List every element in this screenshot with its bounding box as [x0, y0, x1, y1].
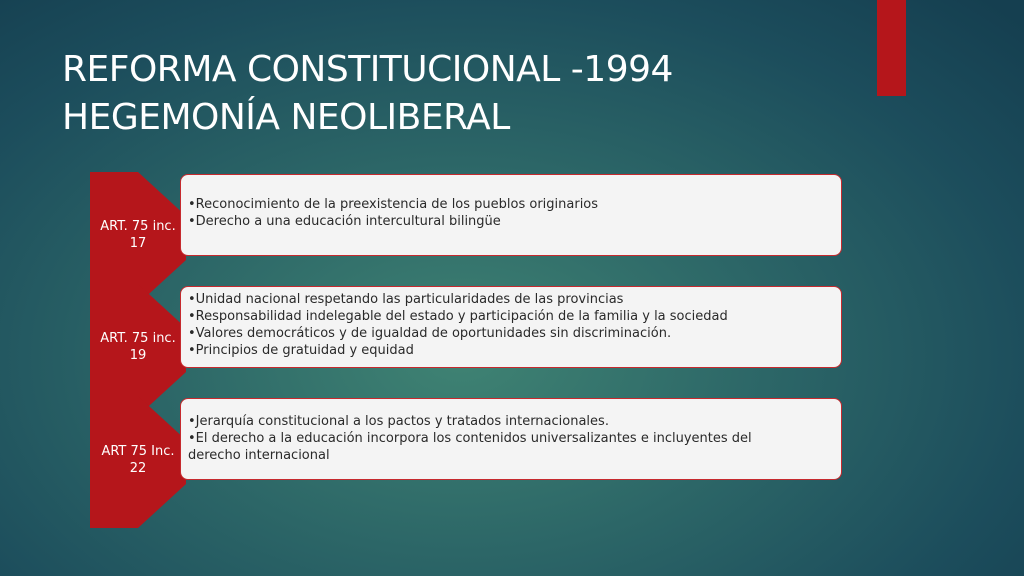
article-label-line-2: 17	[129, 236, 147, 251]
article-label-line-1: ART 75 Inc.	[101, 444, 175, 459]
article-items	[188, 291, 828, 359]
list-item: derecho internacional	[188, 448, 330, 463]
list-item: •Principios de gratuidad y equidad	[188, 343, 414, 358]
article-row-22	[0, 396, 1024, 528]
article-label	[90, 443, 186, 477]
list-item: •Reconocimiento de la preexistencia de los pueblos originarios	[188, 197, 599, 212]
article-label-line-1: ART. 75 inc.	[100, 331, 176, 346]
slide-title	[62, 46, 673, 142]
list-item: •Jerarquía constitucional a los pactos y tratados internacionales.	[188, 414, 609, 429]
article-items	[188, 413, 828, 464]
accent-bar	[877, 0, 906, 96]
article-label	[90, 218, 186, 252]
list-item: •Unidad nacional respetando las particularidades de las provincias	[188, 292, 624, 307]
list-item: •Responsabilidad indelegable del estado y participación de la familia y la sociedad	[188, 309, 728, 324]
list-item: •Derecho a una educación intercultural bilingüe	[188, 214, 501, 229]
title-line-2: HEGEMONÍA NEOLIBERAL	[62, 97, 510, 138]
article-items	[188, 196, 828, 230]
article-label-line-2: 22	[129, 461, 147, 476]
article-label-line-2: 19	[129, 348, 147, 363]
list-item: •El derecho a la educación incorpora los contenidos universalizantes e incluyentes del	[188, 431, 752, 446]
article-label-line-1: ART. 75 inc.	[100, 219, 176, 234]
list-item: •Valores democráticos y de igualdad de oportunidades sin discriminación.	[188, 326, 672, 341]
article-label	[90, 330, 186, 364]
title-line-1: REFORMA CONSTITUCIONAL -1994	[62, 49, 673, 90]
